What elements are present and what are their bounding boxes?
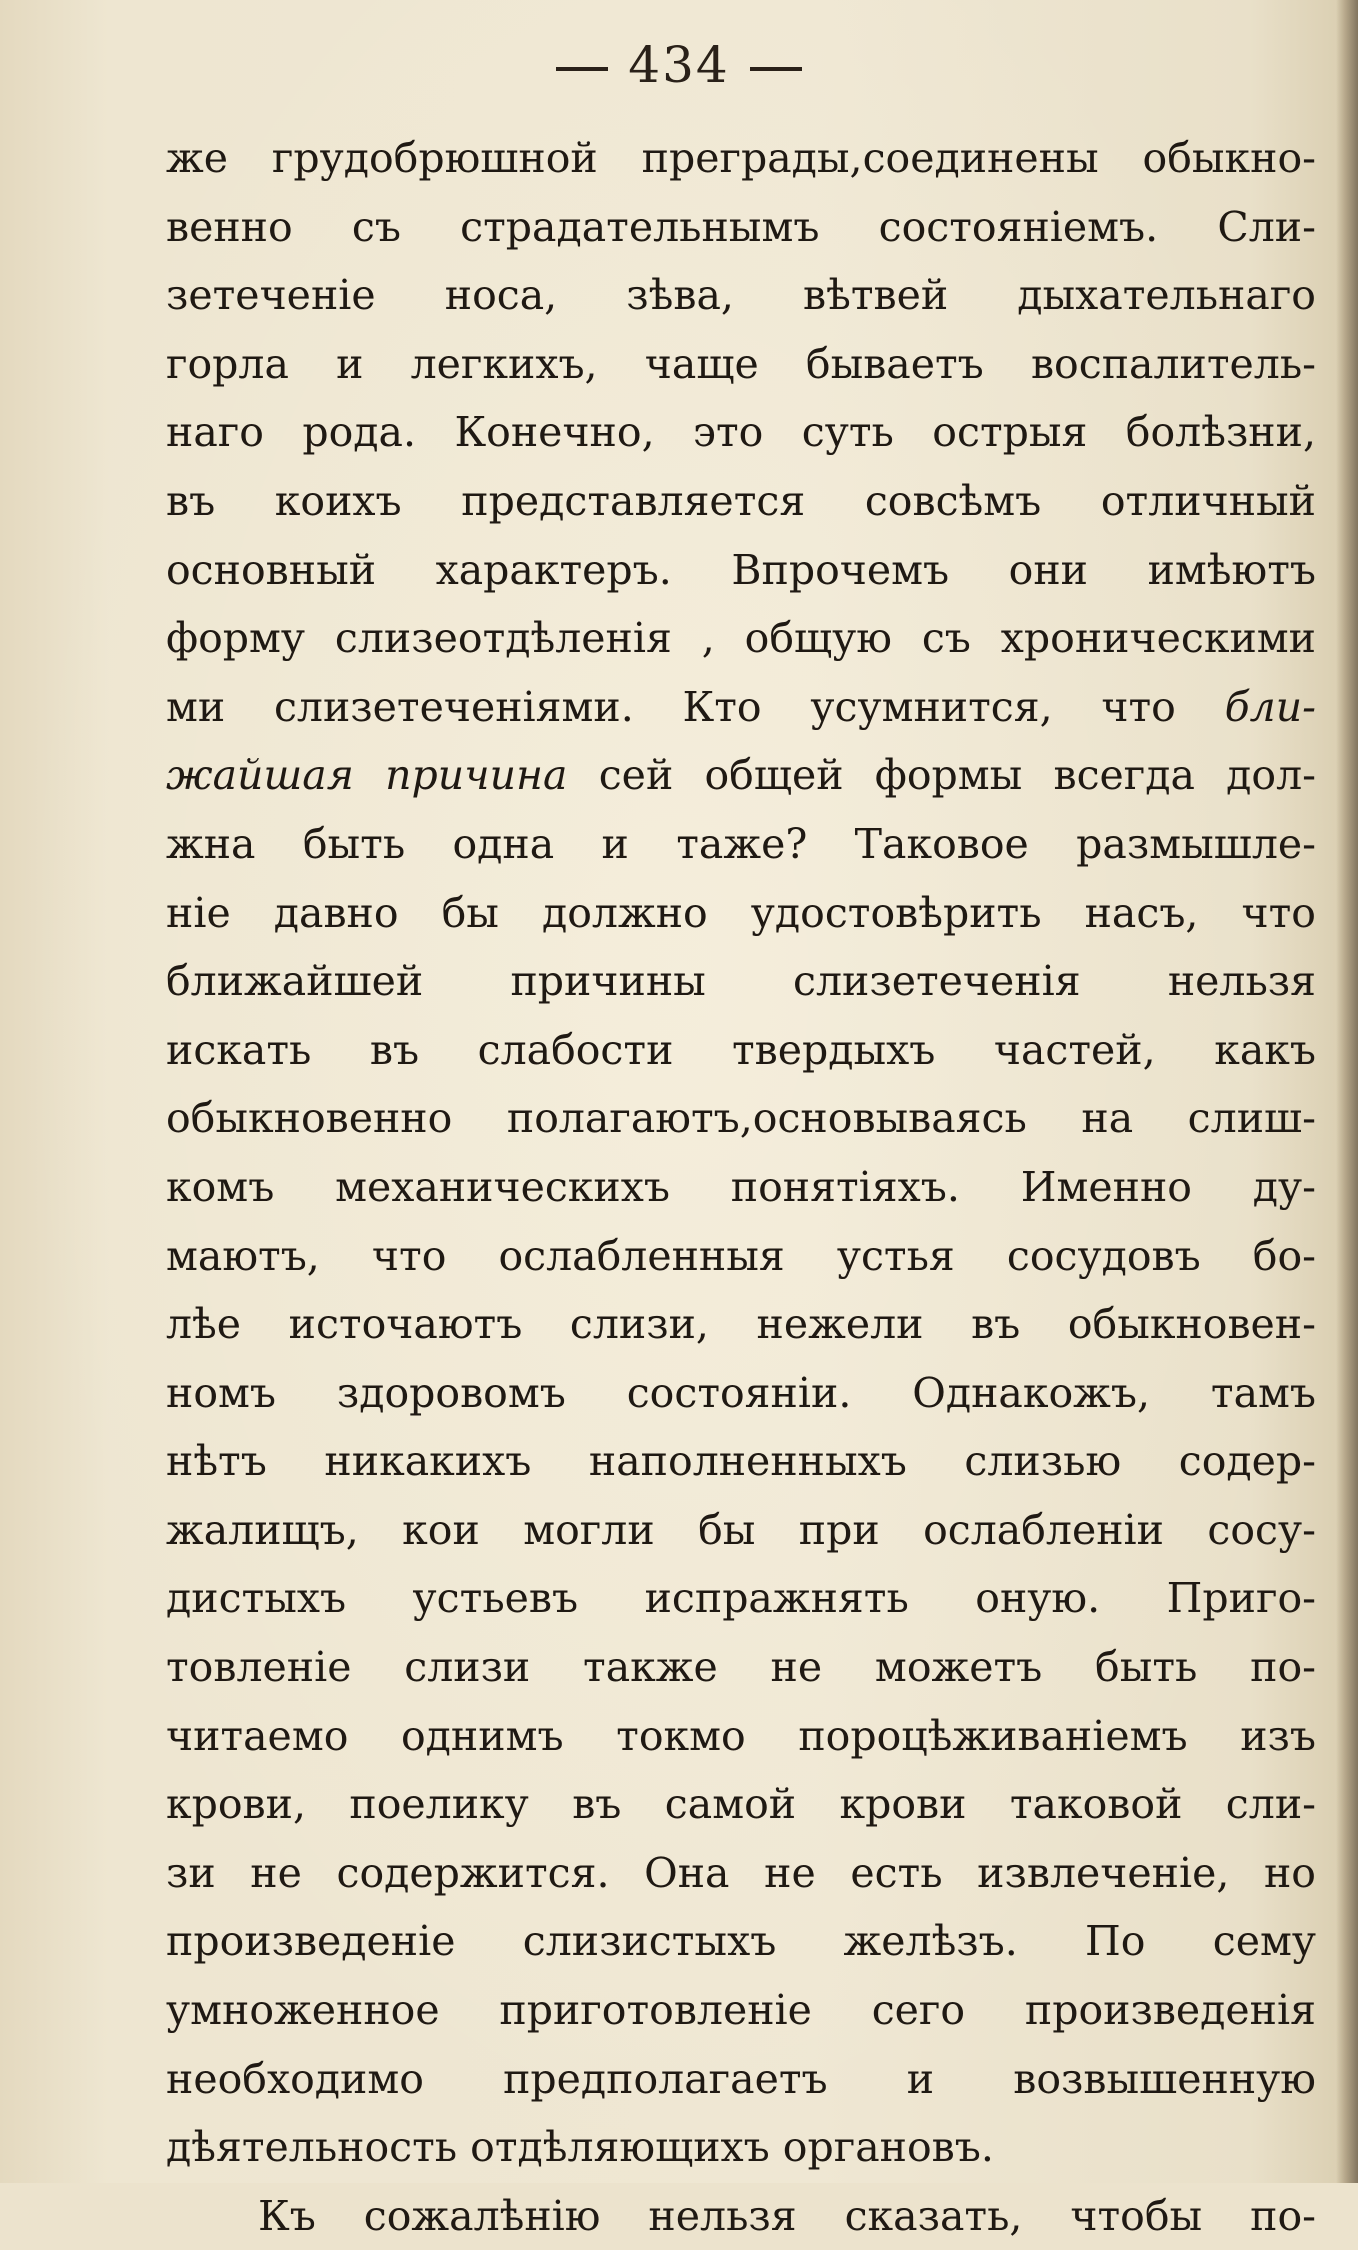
text-segment: дистыхъ устьевъ испражнять оную. Приго- <box>166 1574 1316 1623</box>
text-segment: обыкновенно полагаютъ,основываясь на слиш- <box>166 1094 1316 1143</box>
text-segment: дѣятельность отдѣляющихъ органовъ. <box>166 2123 994 2172</box>
text-segment: крови, поелику въ самой крови таковой сли- <box>166 1780 1316 1829</box>
text-line <box>166 1496 1316 1565</box>
text-line <box>166 2045 1316 2114</box>
text-line <box>166 193 1316 262</box>
text-line <box>166 330 1316 399</box>
text-line <box>166 1222 1316 1291</box>
text-line <box>166 1427 1316 1496</box>
text-line <box>166 1839 1316 1908</box>
text-segment: зетеченіе носа, зѣва, вѣтвей дыхательнаго <box>166 271 1316 320</box>
text-segment: искать въ слабости твердыхъ частей, какъ <box>166 1025 1316 1074</box>
text-segment: же грудобрюшной преграды,соединены обыкно- <box>166 134 1316 182</box>
text-segment: въ коихъ представляется совсѣмъ отличный <box>166 476 1316 525</box>
text-segment: Къ сожалѣнію нельзя сказать, чтобы по- <box>258 2191 1316 2240</box>
text-line <box>166 947 1316 1016</box>
text-segment: комъ механическихъ понятіяхъ. Именно ду- <box>166 1162 1316 1211</box>
text-segment: необходимо предполагаетъ и возвышенную <box>166 2054 1316 2103</box>
header-dash-left <box>556 67 608 71</box>
text-segment: жна быть одна и таже? Таковое размышле- <box>166 819 1316 868</box>
header-dash-right <box>750 67 802 71</box>
text-segment: наго рода. Конечно, это суть острыя болѣзни, <box>166 408 1316 457</box>
text-line <box>166 1633 1316 1702</box>
text-line <box>166 1770 1316 1839</box>
text-line <box>166 536 1316 605</box>
text-segment: зи не содержится. Она не есть извлеченіе, но <box>166 1848 1316 1897</box>
text-line <box>166 741 1316 810</box>
text-segment: товленіе слизи также не можетъ быть по- <box>166 1643 1316 1692</box>
text-segment: форму слизеотдѣленія , общую съ хроническими <box>166 614 1316 663</box>
text-segment: нѣтъ никакихъ наполненныхъ слизью содер- <box>166 1437 1316 1486</box>
text-line <box>166 2113 1316 2182</box>
text-segment: горла и легкихъ, чаще бываетъ воспалитель- <box>166 339 1316 388</box>
text-line <box>166 1016 1316 1085</box>
text-segment: умноженное приготовленіе сего произведенія <box>166 1986 1316 2035</box>
italic-text: жайшая причина <box>166 751 568 800</box>
text-line <box>166 1976 1316 2045</box>
text-segment: маютъ, что ослабленныя устья сосудовъ бо- <box>166 1231 1316 1280</box>
text-line <box>166 1702 1316 1771</box>
text-segment: жалищъ, кои могли бы при ослабленіи сосу- <box>166 1505 1316 1554</box>
italic-text: бли- <box>1224 682 1316 731</box>
text-segment: сей общей формы всегда дол- <box>567 751 1316 800</box>
text-segment: ближайшей причины слизетеченія нельзя <box>166 957 1316 1006</box>
text-segment: номъ здоровомъ состояніи. Однакожъ, тамъ <box>166 1368 1316 1417</box>
text-line <box>166 1564 1316 1633</box>
page-header <box>0 36 1358 94</box>
text-line <box>166 1084 1316 1153</box>
text-line <box>166 604 1316 673</box>
page-number: 434 <box>628 36 730 94</box>
text-line <box>166 467 1316 536</box>
text-line <box>166 124 1316 193</box>
text-line <box>166 1359 1316 1428</box>
text-line <box>166 1907 1316 1976</box>
text-segment: читаемо однимъ токмо пороцѣживаніемъ изъ <box>166 1711 1316 1760</box>
text-segment: произведеніе слизистыхъ желѣзъ. По сему <box>166 1917 1316 1966</box>
text-line <box>166 2182 1316 2250</box>
text-line <box>166 1290 1316 1359</box>
text-segment: лѣе источаютъ слизи, нежели въ обыкновен- <box>166 1300 1316 1349</box>
text-line <box>166 261 1316 330</box>
text-segment: основный характеръ. Впрочемъ они имѣютъ <box>166 545 1316 594</box>
text-segment: ми слизетеченіями. Кто усумнится, что <box>166 682 1225 731</box>
page-edge-shadow <box>1336 0 1358 2183</box>
text-line <box>166 398 1316 467</box>
text-line <box>166 810 1316 879</box>
body-text <box>166 124 1316 2250</box>
text-line <box>166 1153 1316 1222</box>
text-line <box>166 673 1316 742</box>
text-segment: ніе давно бы должно удостовѣрить насъ, что <box>166 888 1316 937</box>
text-segment: венно съ страдательнымъ состояніемъ. Сли- <box>166 202 1316 251</box>
text-line <box>166 879 1316 948</box>
